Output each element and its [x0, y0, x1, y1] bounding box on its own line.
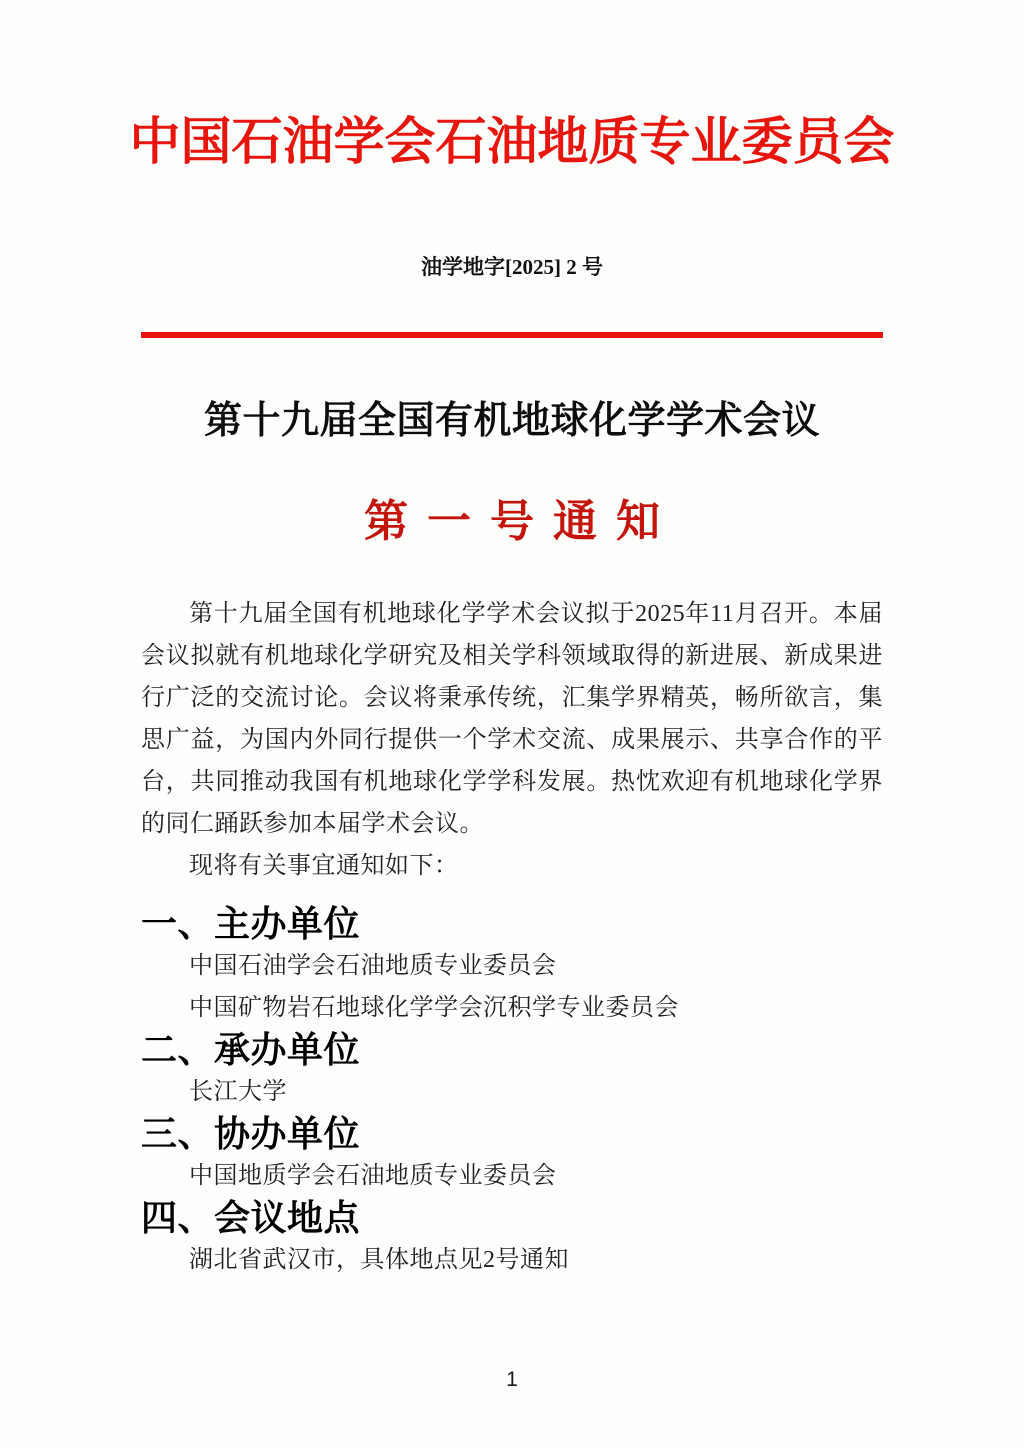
organization-title: 中国石油学会石油地质专业委员会 — [129, 115, 895, 171]
conference-title: 第十九届全国有机地球化学学术会议 — [203, 400, 820, 442]
section-meeting-location — [141, 1197, 883, 1281]
host-unit-item: 中国矿物岩石地球化学学会沉积学专业委员会 — [189, 995, 679, 1021]
page-number: 1 — [506, 1368, 518, 1391]
intro-paragraph: 第十九届全国有机地球化学学术会议拟于2025年11月召开。本届会议拟就有机地球化学研究及相关学科领域取得的新进展、新成果进行广泛的交流讨论。会议将秉承传统，汇集学界精英，畅所欲言，集思广益，为国内外同行提供一个学术交流、成果展示、共享合作的平台，共同推动我国有机地球化学学科发展。热忱欢迎有机地球化学界的同仁踊跃参加本届学术会议。 — [141, 601, 883, 837]
document-number: 油学地字[2025] 2 号 — [421, 255, 603, 279]
co-organizer-unit-item: 中国地质学会石油地质专业委员会 — [189, 1163, 557, 1189]
organizer-unit-item: 长江大学 — [189, 1079, 287, 1105]
section-heading-co-organizer-unit: 三、协办单位 — [141, 1113, 361, 1154]
document-body — [141, 593, 883, 1281]
section-heading-organizer-unit: 二、承办单位 — [141, 1029, 361, 1070]
section-heading-host-units: 一、主办单位 — [141, 903, 361, 944]
meeting-location-item: 湖北省武汉市，具体地点见2号通知 — [189, 1247, 569, 1273]
section-host-units — [141, 903, 883, 1029]
red-divider-line — [141, 332, 883, 338]
notice-number-title: 第 一 号 通 知 — [364, 497, 664, 546]
host-unit-item: 中国石油学会石油地质专业委员会 — [189, 953, 557, 979]
section-heading-meeting-location: 四、会议地点 — [141, 1197, 361, 1238]
section-co-organizer-unit — [141, 1113, 883, 1197]
section-organizer-unit — [141, 1029, 883, 1113]
notice-intro-line: 现将有关事宜通知如下： — [189, 853, 459, 879]
section-list — [141, 903, 883, 1281]
